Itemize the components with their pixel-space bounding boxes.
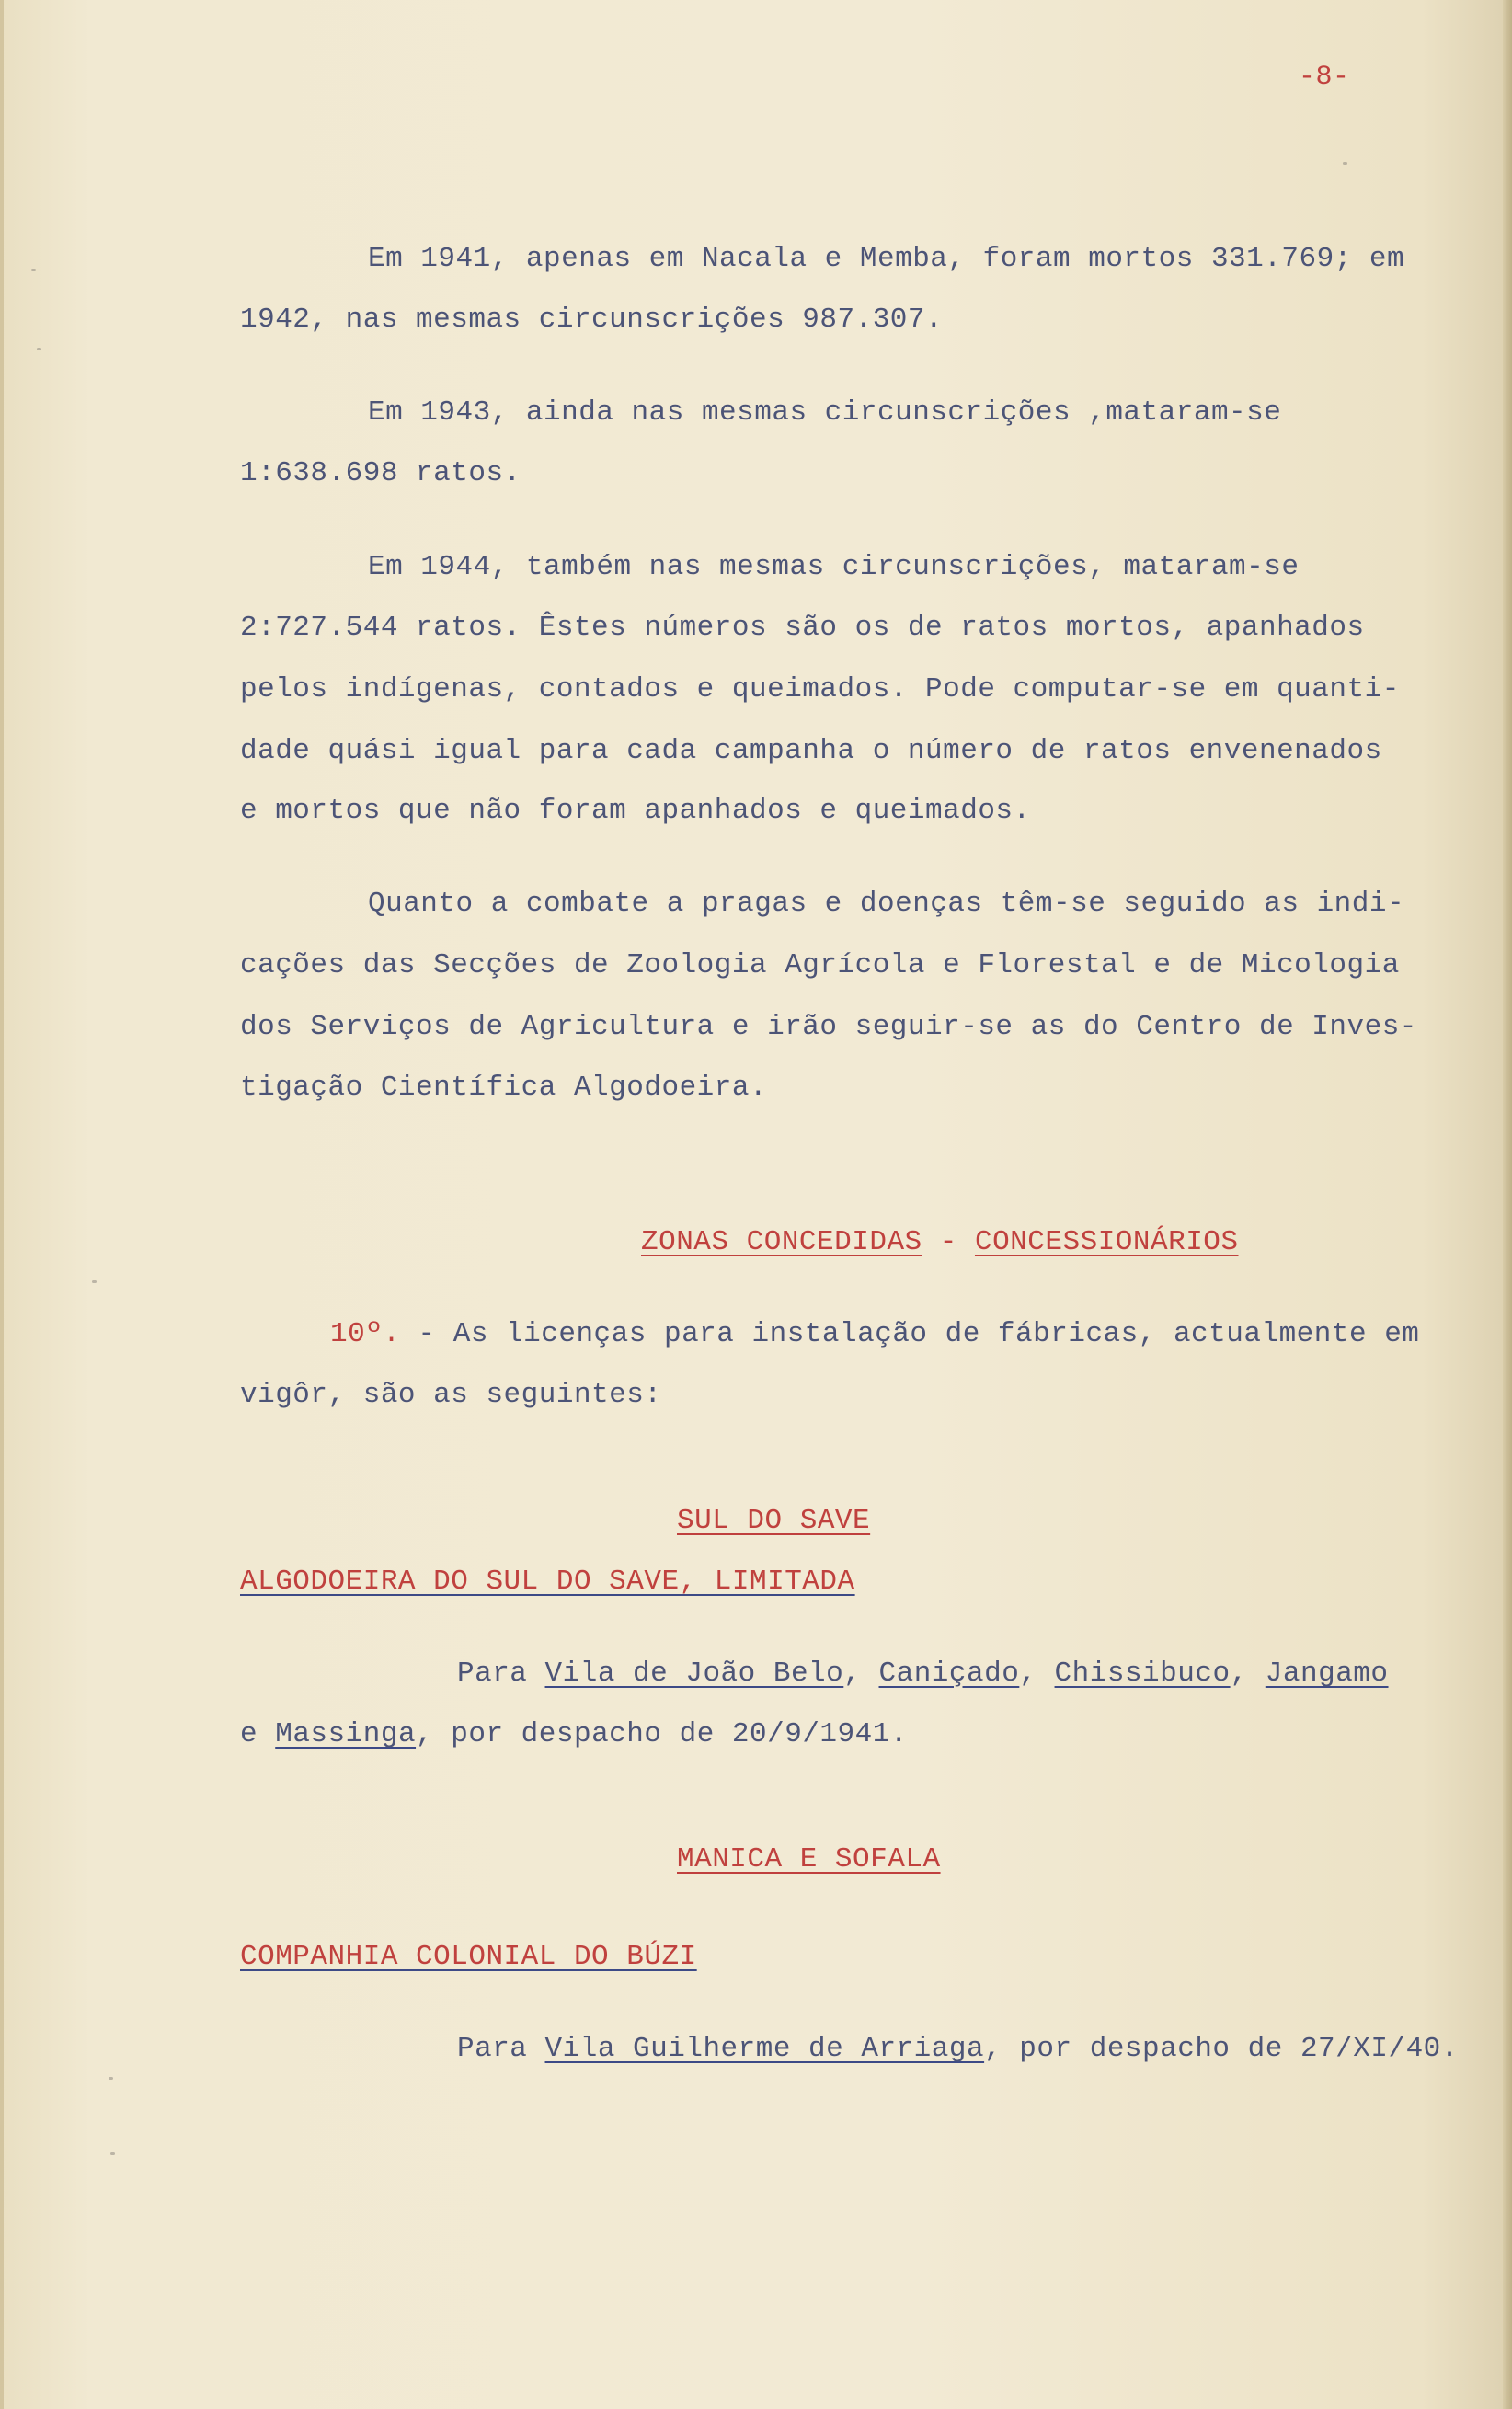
region-2-dispatch: , por despacho de 27/XI/40. bbox=[984, 2033, 1459, 2065]
paragraph-number: 10º. bbox=[330, 1318, 401, 1350]
separator: , bbox=[843, 1658, 879, 1690]
paragraph-3-line-3: pelos indígenas, contados e queimados. Pode computar-se em quanti- bbox=[240, 673, 1400, 705]
paragraph-4-line-2: cações das Secções de Zoologia Agrícola e Florestal e de Micologia bbox=[240, 949, 1400, 981]
region-1-title-text: SUL DO SAVE bbox=[677, 1505, 871, 1537]
region-1-places-line-2 bbox=[240, 1716, 908, 1753]
region-1-title bbox=[677, 1503, 870, 1540]
place-canicado: Caniçado bbox=[878, 1658, 1020, 1690]
region-1-places-line-1 bbox=[457, 1656, 1389, 1692]
paragraph-3-line-5: e mortos que não foram apanhados e queimados. bbox=[240, 795, 1031, 827]
section-heading-right: CONCESSIONÁRIOS bbox=[974, 1226, 1239, 1258]
paper-speck bbox=[37, 348, 41, 350]
page-number: -8- bbox=[1299, 62, 1350, 93]
paragraph-5-line-1-text: - As licenças para instalação de fábricas, actualmente em bbox=[400, 1318, 1420, 1350]
region-2-company-text: COMPANHIA COLONIAL DO BÚZI bbox=[240, 1941, 697, 1973]
place-jangamo: Jangamo bbox=[1265, 1658, 1389, 1690]
place-massinga: Massinga bbox=[275, 1718, 417, 1750]
region-2-places-line bbox=[457, 2031, 1459, 2068]
separator: , bbox=[1019, 1658, 1055, 1690]
paragraph-2-line-1: Em 1943, ainda nas mesmas circunscrições ,mataram-se bbox=[368, 396, 1282, 429]
region-2-company bbox=[240, 1939, 697, 1976]
region-2-title-text: MANICA E SOFALA bbox=[677, 1843, 941, 1876]
paragraph-3-line-4: dade quási igual para cada campanha o número de ratos envenenados bbox=[240, 735, 1382, 767]
paper-speck bbox=[110, 2152, 115, 2155]
paragraph-2-line-2: 1:638.698 ratos. bbox=[240, 457, 521, 489]
paragraph-4-line-3: dos Serviços de Agricultura e irão seguir-se as do Centro de Inves- bbox=[240, 1011, 1417, 1043]
paper-speck bbox=[92, 1280, 97, 1283]
paper-speck bbox=[31, 269, 36, 271]
region-1-company-text: ALGODOEIRA DO SUL DO SAVE, LIMITADA bbox=[240, 1566, 855, 1598]
paragraph-3-line-1: Em 1944, também nas mesmas circunscrições, mataram-se bbox=[368, 551, 1300, 583]
page-right-edge bbox=[1503, 0, 1512, 2409]
paragraph-5-line-1 bbox=[330, 1316, 1419, 1353]
section-heading bbox=[641, 1224, 1239, 1261]
paragraph-1-line-1: Em 1941, apenas em Nacala e Memba, foram mortos 331.769; em bbox=[368, 243, 1405, 275]
place-vila-de-joao-belo: Vila de João Belo bbox=[544, 1658, 844, 1690]
place-vila-guilherme-de-arriaga: Vila Guilherme de Arriaga bbox=[544, 2033, 985, 2065]
page-left-edge bbox=[0, 0, 4, 2409]
section-heading-dash: - bbox=[922, 1226, 975, 1258]
paper-speck bbox=[1343, 162, 1347, 165]
region-2-title bbox=[677, 1841, 941, 1878]
section-heading-left: ZONAS CONCEDIDAS bbox=[641, 1226, 922, 1258]
region-1-line-2-prefix: e bbox=[240, 1718, 276, 1750]
paragraph-5-line-2: vigôr, são as seguintes: bbox=[240, 1379, 662, 1411]
region-1-dispatch: , por despacho de 20/9/1941. bbox=[416, 1718, 908, 1750]
paper-speck bbox=[109, 2077, 113, 2080]
region-2-prefix: Para bbox=[457, 2033, 545, 2065]
place-chissibuco: Chissibuco bbox=[1054, 1658, 1231, 1690]
paragraph-3-line-2: 2:727.544 ratos. Êstes números são os de ratos mortos, apanhados bbox=[240, 612, 1365, 644]
paragraph-1-line-2: 1942, nas mesmas circunscrições 987.307. bbox=[240, 304, 944, 336]
paragraph-4-line-1: Quanto a combate a pragas e doenças têm-se seguido as indi- bbox=[368, 888, 1405, 920]
region-1-company bbox=[240, 1564, 855, 1600]
paragraph-4-line-4: tigação Científica Algodoeira. bbox=[240, 1072, 768, 1104]
region-1-prefix: Para bbox=[457, 1658, 545, 1690]
separator: , bbox=[1230, 1658, 1266, 1690]
